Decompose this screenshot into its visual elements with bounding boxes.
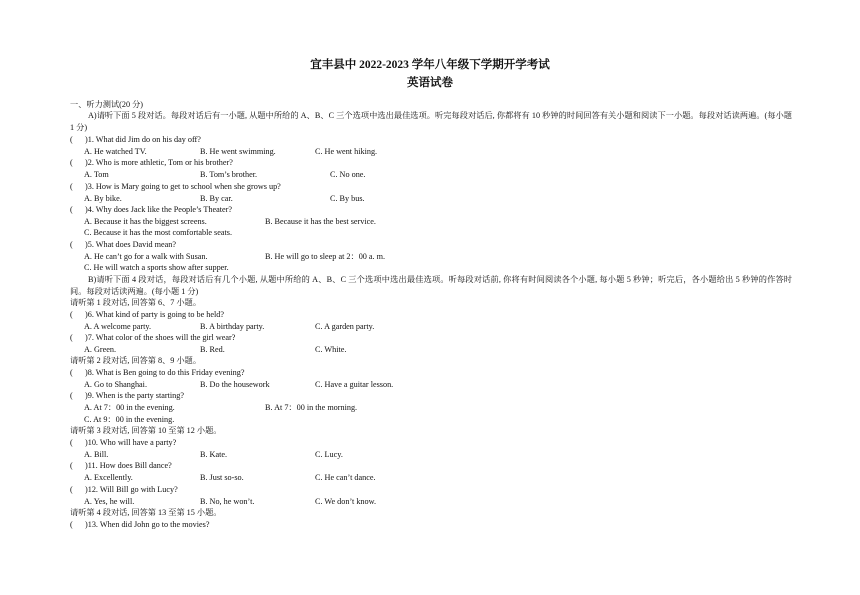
option-a: A. Tom — [84, 170, 109, 179]
option-b: B. By car. — [200, 194, 233, 203]
dialogue-1-instruction: 请听第 1 段对话, 回答第 6、7 小题。 — [70, 298, 202, 307]
question-10 — [70, 438, 176, 448]
option-b: B. Tom’s brother. — [200, 170, 258, 179]
option-a: A. A welcome party. — [84, 322, 151, 331]
answer-bracket: ( — [70, 310, 73, 319]
question-text: )2. Who is more athletic, Tom or his brother? — [85, 158, 233, 167]
option-b: B. Because it has the best service. — [265, 217, 376, 226]
option-c: C. At 9：00 in the evening. — [84, 415, 175, 424]
option-c: C. Lucy. — [315, 450, 343, 459]
question-text: )5. What does David mean? — [85, 240, 177, 249]
question-7 — [70, 333, 235, 343]
question-text: )1. What did Jim do on his day off? — [85, 135, 201, 144]
option-b: B. Just so-so. — [200, 473, 244, 482]
option-a: A. Excellently. — [84, 473, 133, 482]
option-b: B. A birthday party. — [200, 322, 265, 331]
dialogue-3-instruction: 请听第 3 段对话, 回答第 10 至第 12 小题。 — [70, 426, 222, 435]
option-c: C. A garden party. — [315, 322, 375, 331]
question-text: )13. When did John go to the movies? — [85, 520, 210, 529]
question-text: )4. Why does Jack like the People’s Theater? — [85, 205, 233, 214]
question-text: )12. Will Bill go with Lucy? — [85, 485, 178, 494]
dialogue-2-instruction: 请听第 2 段对话, 回答第 8、9 小题。 — [70, 356, 202, 365]
question-13 — [70, 520, 209, 530]
option-c: C. He can’t dance. — [315, 473, 376, 482]
question-11 — [70, 461, 172, 471]
option-b: B. He will go to sleep at 2：00 a. m. — [265, 252, 386, 261]
option-c: C. He went hiking. — [315, 147, 378, 156]
question-9 — [70, 391, 184, 401]
answer-bracket: ( — [70, 391, 73, 400]
question-4 — [70, 205, 232, 215]
exam-title: 宜丰县中 2022-2023 学年八年级下学期开学考试 — [310, 59, 550, 71]
question-text: )10. Who will have a party? — [85, 438, 177, 447]
answer-bracket: ( — [70, 240, 73, 249]
option-c: C. We don’t know. — [315, 497, 377, 506]
option-b: B. Do the housework — [200, 380, 270, 389]
option-a: A. Go to Shanghai. — [84, 380, 147, 389]
option-c: C. No one. — [330, 170, 366, 179]
question-text: )11. How does Bill dance? — [85, 461, 172, 470]
option-a: A. At 7：00 in the evening. — [84, 403, 175, 412]
question-8 — [70, 368, 244, 378]
answer-bracket: ( — [70, 158, 73, 167]
answer-bracket: ( — [70, 182, 73, 191]
question-2 — [70, 158, 233, 168]
option-a: A. He watched TV. — [84, 147, 147, 156]
question-text: )6. What kind of party is going to be held? — [85, 310, 225, 319]
answer-bracket: ( — [70, 485, 73, 494]
dialogue-4-instruction: 请听第 4 段对话, 回答第 13 至第 15 小题。 — [70, 508, 222, 517]
option-c: C. Because it has the most comfortable seats. — [84, 228, 233, 237]
answer-bracket: ( — [70, 368, 73, 377]
question-text: )7. What color of the shoes will the girl wear? — [85, 333, 236, 342]
question-12 — [70, 485, 178, 495]
answer-bracket: ( — [70, 461, 73, 470]
answer-bracket: ( — [70, 135, 73, 144]
question-text: )8. What is Ben going to do this Friday evening? — [85, 368, 245, 377]
question-6 — [70, 310, 224, 320]
option-b: B. At 7：00 in the morning. — [265, 403, 358, 412]
answer-bracket: ( — [70, 205, 73, 214]
option-a: A. Bill. — [84, 450, 109, 459]
option-b: B. He went swimming. — [200, 147, 276, 156]
exam-subtitle: 英语试卷 — [407, 77, 453, 89]
option-b: B. Kate. — [200, 450, 228, 459]
option-a: A. He can’t go for a walk with Susan. — [84, 252, 208, 261]
option-b: B. No, he won’t. — [200, 497, 255, 506]
answer-bracket: ( — [70, 520, 73, 529]
option-c: C. He will watch a sports show after supper. — [84, 263, 229, 272]
section-heading-listening: 一、听力测试(20 分) — [70, 100, 144, 109]
option-c: C. Have a guitar lesson. — [315, 380, 394, 389]
part-b-instructions: B)请听下面 4 段对话，每段对话后有几个小题, 从题中所给的 A、B、C 三个选项中选出最佳选项。听每段对话前, 你将有时间阅读各个小题, 每小题 5 秒钟；听完后，各小题给出 5 秒钟的作答时间。每段对话读两遍。(每小题 1 分) — [70, 275, 792, 296]
question-5 — [70, 240, 176, 250]
option-a: A. By bike. — [84, 194, 122, 203]
question-3 — [70, 182, 281, 192]
question-text: )3. How is Mary going to get to school when she grows up? — [85, 182, 281, 191]
option-a: A. Yes, he will. — [84, 497, 135, 506]
option-b: B. Red. — [200, 345, 225, 354]
option-a: A. Because it has the biggest screens. — [84, 217, 207, 226]
option-c: C. By bus. — [330, 194, 365, 203]
answer-bracket: ( — [70, 333, 73, 342]
option-c: C. White. — [315, 345, 347, 354]
part-a-instructions: A)请听下面 5 段对话。每段对话后有一小题, 从题中所给的 A、B、C 三个选项中选出最佳选项。听完每段对话后, 你都将有 10 秒钟的时间回答有关小题和阅读下一小题。每段对话读两遍。(每小题 1 分) — [70, 111, 792, 132]
option-a: A. Green. — [84, 345, 117, 354]
question-text: )9. When is the party starting? — [85, 391, 184, 400]
answer-bracket: ( — [70, 438, 73, 447]
question-1 — [70, 135, 201, 145]
